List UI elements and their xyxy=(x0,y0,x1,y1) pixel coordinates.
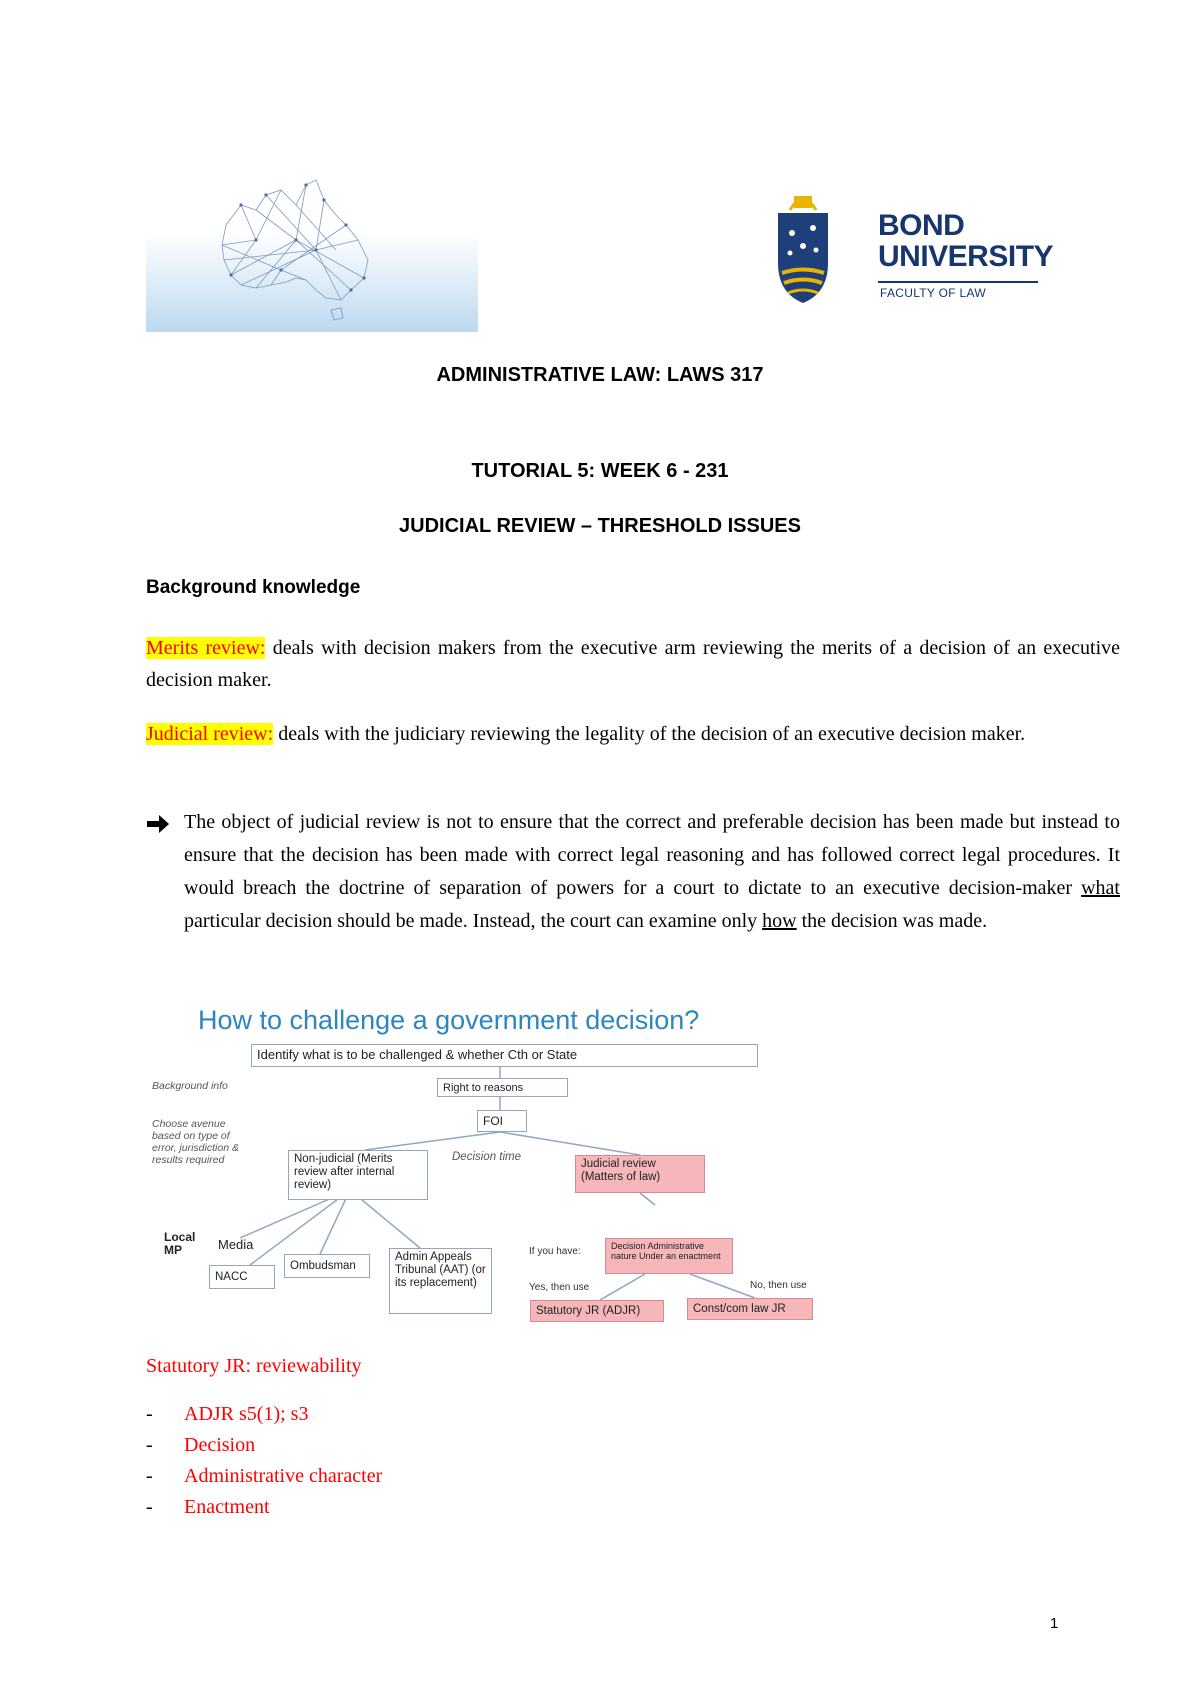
merits-review-term: Merits review: xyxy=(146,637,266,659)
list-dash: - xyxy=(146,1434,153,1456)
judicial-review-term: Judicial review: xyxy=(146,723,274,745)
decision-criteria-box: Decision Administrative nature Under an enactment xyxy=(605,1238,733,1274)
media-label: Media xyxy=(218,1237,254,1252)
no-then-use-label: No, then use xyxy=(750,1280,807,1291)
emphasis-what: what xyxy=(1081,877,1120,899)
tutorial-title: TUTORIAL 5: WEEK 6 - 231 xyxy=(471,460,729,482)
choose-avenue-note: Choose avenue based on type of error, jurisdiction & results required xyxy=(152,1118,239,1166)
list-item-text: Decision xyxy=(184,1434,256,1456)
logo-text-university: UNIVERSITY xyxy=(878,240,1054,273)
right-to-reasons-box: Right to reasons xyxy=(437,1078,568,1097)
background-heading: Background knowledge xyxy=(146,577,361,598)
statutory-jr-box: Statutory JR (ADJR) xyxy=(530,1300,664,1322)
list-item-text: Enactment xyxy=(184,1496,270,1518)
emphasis-how: how xyxy=(762,910,797,932)
object-text-part2: particular decision should be made. Instead, the court can examine only xyxy=(184,910,763,932)
judicial-review-text: deals with the judiciary reviewing the legality of the decision of an executive decision maker. xyxy=(273,723,1026,745)
list-dash: - xyxy=(146,1465,153,1487)
page-number: 1 xyxy=(1050,1615,1059,1632)
list-dash: - xyxy=(146,1496,153,1518)
decision-time-note: Decision time xyxy=(452,1151,522,1163)
if-you-have-label: If you have: xyxy=(529,1246,581,1257)
list-dash: - xyxy=(146,1403,153,1425)
yes-then-use-label: Yes, then use xyxy=(529,1282,590,1293)
object-text-part3: the decision was made. xyxy=(796,910,988,932)
logo-text-bond: BOND xyxy=(878,209,965,242)
background-info-note: Background info xyxy=(152,1080,228,1092)
course-title: ADMINISTRATIVE LAW: LAWS 317 xyxy=(436,364,764,386)
list-item-text: ADJR s5(1); s3 xyxy=(184,1403,309,1425)
aat-box: Admin Appeals Tribunal (AAT) (or its replacement) xyxy=(389,1248,492,1314)
identify-challenge-box: Identify what is to be challenged & whether Cth or State xyxy=(251,1044,758,1067)
local-mp-label: Local MP xyxy=(164,1230,196,1257)
const-com-law-jr-box: Const/com law JR xyxy=(687,1298,813,1320)
topic-title: JUDICIAL REVIEW – THRESHOLD ISSUES xyxy=(399,515,801,537)
reviewability-heading: Statutory JR: reviewability xyxy=(146,1355,362,1377)
merits-review-text: deals with decision makers from the executive arm reviewing the merits of a decision of an executive decision maker. xyxy=(146,637,1120,691)
list-item-text: Administrative character xyxy=(184,1465,383,1487)
foi-box: FOI xyxy=(477,1110,527,1132)
logo-faculty: FACULTY OF LAW xyxy=(880,286,986,300)
judicial-review-box: Judicial review (Matters of law) xyxy=(575,1155,705,1193)
non-judicial-box: Non-judicial (Merits review after internal review) xyxy=(288,1150,428,1200)
ombudsman-box: Ombudsman xyxy=(284,1254,370,1278)
flowchart-title: How to challenge a government decision? xyxy=(198,1005,700,1035)
object-text-part1: The object of judicial review is not to ensure that the correct and preferable decision has been made but instead to ensure that the decision has been made with correct legal reasoning and has followed correct legal procedures. It would breach the doctrine of separation of powers for a court to dictate to an executive decision-maker xyxy=(184,811,1120,899)
nacc-box: NACC xyxy=(209,1265,275,1289)
